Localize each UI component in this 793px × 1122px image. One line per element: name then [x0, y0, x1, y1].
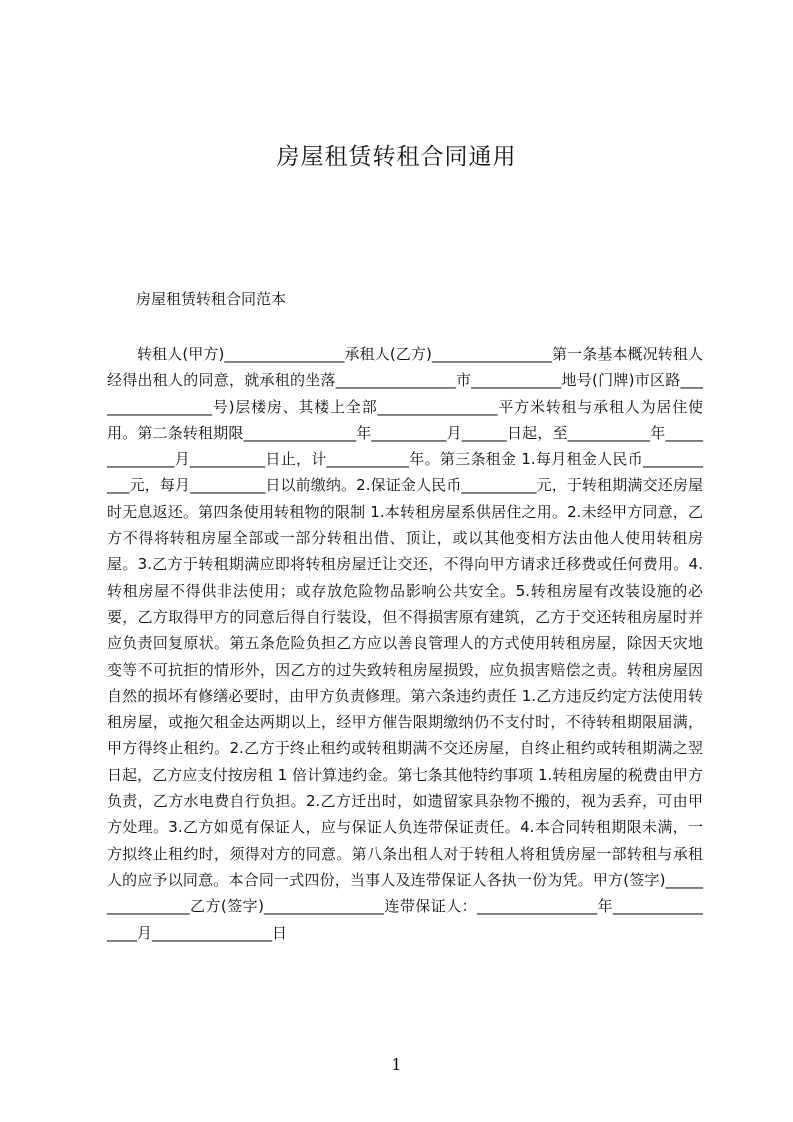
document-title: 房屋租赁转租合同通用	[276, 144, 517, 170]
page-number: 1	[391, 1055, 402, 1074]
contract-body: 转租人(甲方)________________承租人(乙方)________________第一条基本概况转租人经得出租人的同意，就承租的坐落________________市____________地号(门牌)市区路_________________号)层楼房、其楼上全部________________平方米转租与承租人为居住使用。第二条转租期限_______________年__________月______日起，至___________年______________月__________日止，计___________年。第三条租金 1.每月租金人民币___________元，每月__________日以前缴纳。2.保证金人民币__________元，于转租期满交还房屋时无息返还。第四条使用转租物的限制 1.本转租房屋系供居住之用。2.未经甲方同意，乙方不得将转租房屋全部或一部分转租出借、顶让，或以其他变相方法由他人使用转租房屋。3.乙方于转租期满应即将转租房屋迁让交还，不得向甲方请求迁移费或任何费用。4.转租房屋不得供非法使用；或存放危险物品影响公共安全。5.转租房屋有改装设施的必要，乙方取得甲方的同意后得自行装设，但不得损害原有建筑，乙方于交还转租房屋时并应负责回复原状。第五条危险负担乙方应以善良管理人的方式使用转租房屋，除因天灾地变等不可抗拒的情形外，因乙方的过失致转租房屋损毁，应负损害赔偿之责。转租房屋因自然的损坏有修缮必要时，由甲方负责修理。第六条违约责任 1.乙方违反约定方法使用转租房屋，或拖欠租金达两期以上，经甲方催告限期缴纳仍不支付时，不待转租期限届满，甲方得终止租约。2.乙方于终止租约或转租期满不交还房屋，自终止租约或转租期满之翌日起，乙方应支付按房租 1 倍计算违约金。第七条其他特约事项 1.转租房屋的税费由甲方负责，乙方水电费自行负担。2.乙方迁出时，如遗留家具杂物不搬的，视为丢弃，可由甲方处理。3.乙方如觅有保证人，应与保证人负连带保证责任。4.本合同转租期限未满，一方拟终止租约时，须得对方的同意。第八条出租人对于转租人将租赁房屋一部转租与承租人的应予以同意。本合同一式四份，当事人及连带保证人各执一份为凭。甲方(签字)________________乙方(签字)________________连带保证人：________________年________________月________________日	[107, 345, 703, 942]
document-subtitle: 房屋租赁转租合同范本	[136, 290, 287, 308]
